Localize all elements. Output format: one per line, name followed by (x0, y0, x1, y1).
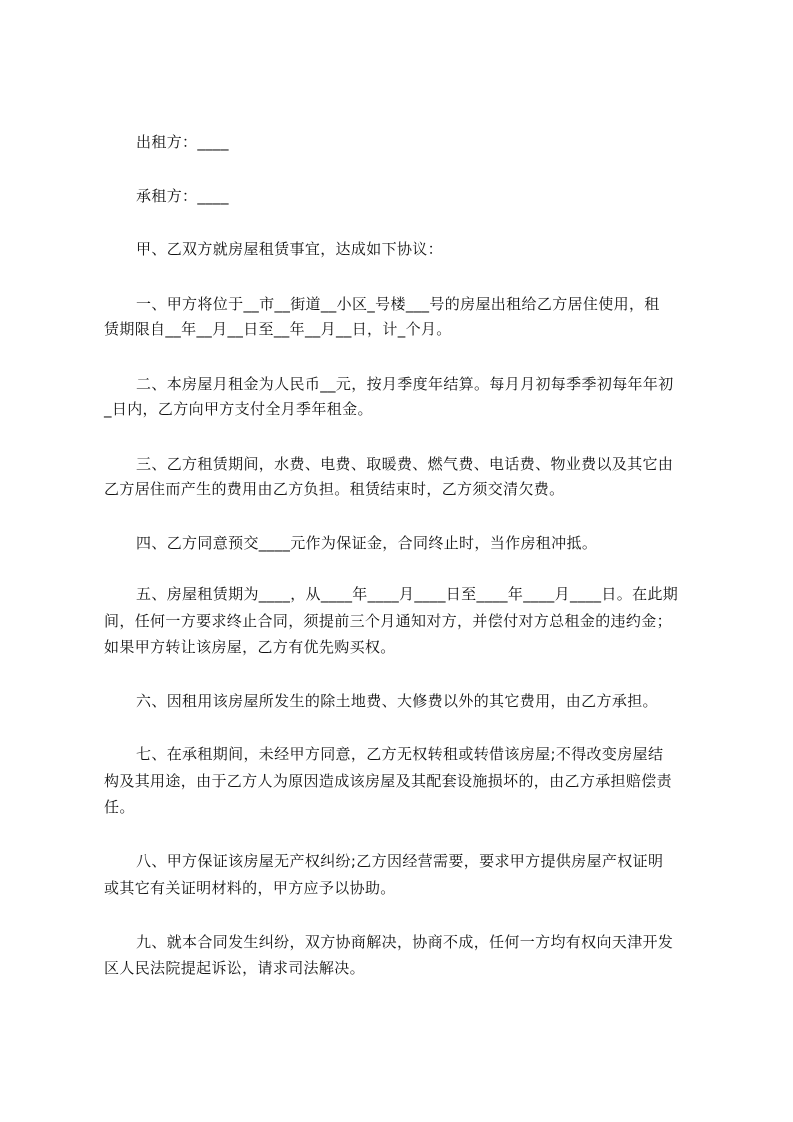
clause-7-line-2: 构及其用途，由于乙方人为原因造成该房屋及其配套设施损坏的，由乙方承担赔偿责 (104, 772, 672, 790)
clause-1-line-1: 一、甲方将位于__市__街道__小区_号楼___号的房屋出租给乙方居住使用，租 (136, 295, 660, 313)
lessee-line: 承租方：____ (136, 187, 229, 205)
clause-9-line-2: 区人民法院提起诉讼，请求司法解决。 (104, 959, 365, 977)
clause-1-line-2: 赁期限自__年__月__日至__年__月__日，计_个月。 (104, 320, 452, 338)
clause-3-line-1: 三、乙方租赁期间，水费、电费、取暖费、燃气费、电话费、物业费以及其它由 (136, 455, 674, 473)
clause-8-line-2: 或其它有关证明材料的，甲方应予以协助。 (104, 879, 396, 897)
lessor-line: 出租方：____ (136, 133, 229, 151)
clause-6-line-1: 六、因租用该房屋所发生的除土地费、大修费以外的其它费用，由乙方承担。 (136, 692, 658, 710)
clause-3-line-2: 乙方居住而产生的费用由乙方负担。租赁结束时，乙方须交清欠费。 (104, 480, 565, 498)
intro-line: 甲、乙双方就房屋租赁事宜，达成如下协议： (136, 240, 444, 258)
clause-5-line-2: 间，任何一方要求终止合同，须提前三个月通知对方，并偿付对方总租金的违约金； (104, 612, 672, 630)
clause-7-line-3: 任。 (104, 798, 135, 816)
clause-2-line-2: _日内，乙方向甲方支付全月季年租金。 (104, 400, 373, 418)
clause-5-line-1: 五、房屋租赁期为____，从____年____月____日至____年____月____日。在此期 (136, 585, 679, 603)
clause-4-line-1: 四、乙方同意预交____元作为保证金，合同终止时，当作房租冲抵。 (136, 534, 598, 552)
clause-9-line-1: 九、就本合同发生纠纷，双方协商解决，协商不成，任何一方均有权向天津开发 (136, 933, 674, 951)
clause-7-line-1: 七、在承租期间，未经甲方同意，乙方无权转租或转借该房屋;不得改变房屋结 (136, 745, 664, 763)
clause-5-line-3: 如果甲方转让该房屋，乙方有优先购买权。 (104, 638, 396, 656)
clause-8-line-1: 八、甲方保证该房屋无产权纠纷;乙方因经营需要，要求甲方提供房屋产权证明 (136, 852, 664, 870)
clause-2-line-1: 二、本房屋月租金为人民币__元，按月季度年结算。每月月初每季季初每年年初 (136, 375, 674, 393)
